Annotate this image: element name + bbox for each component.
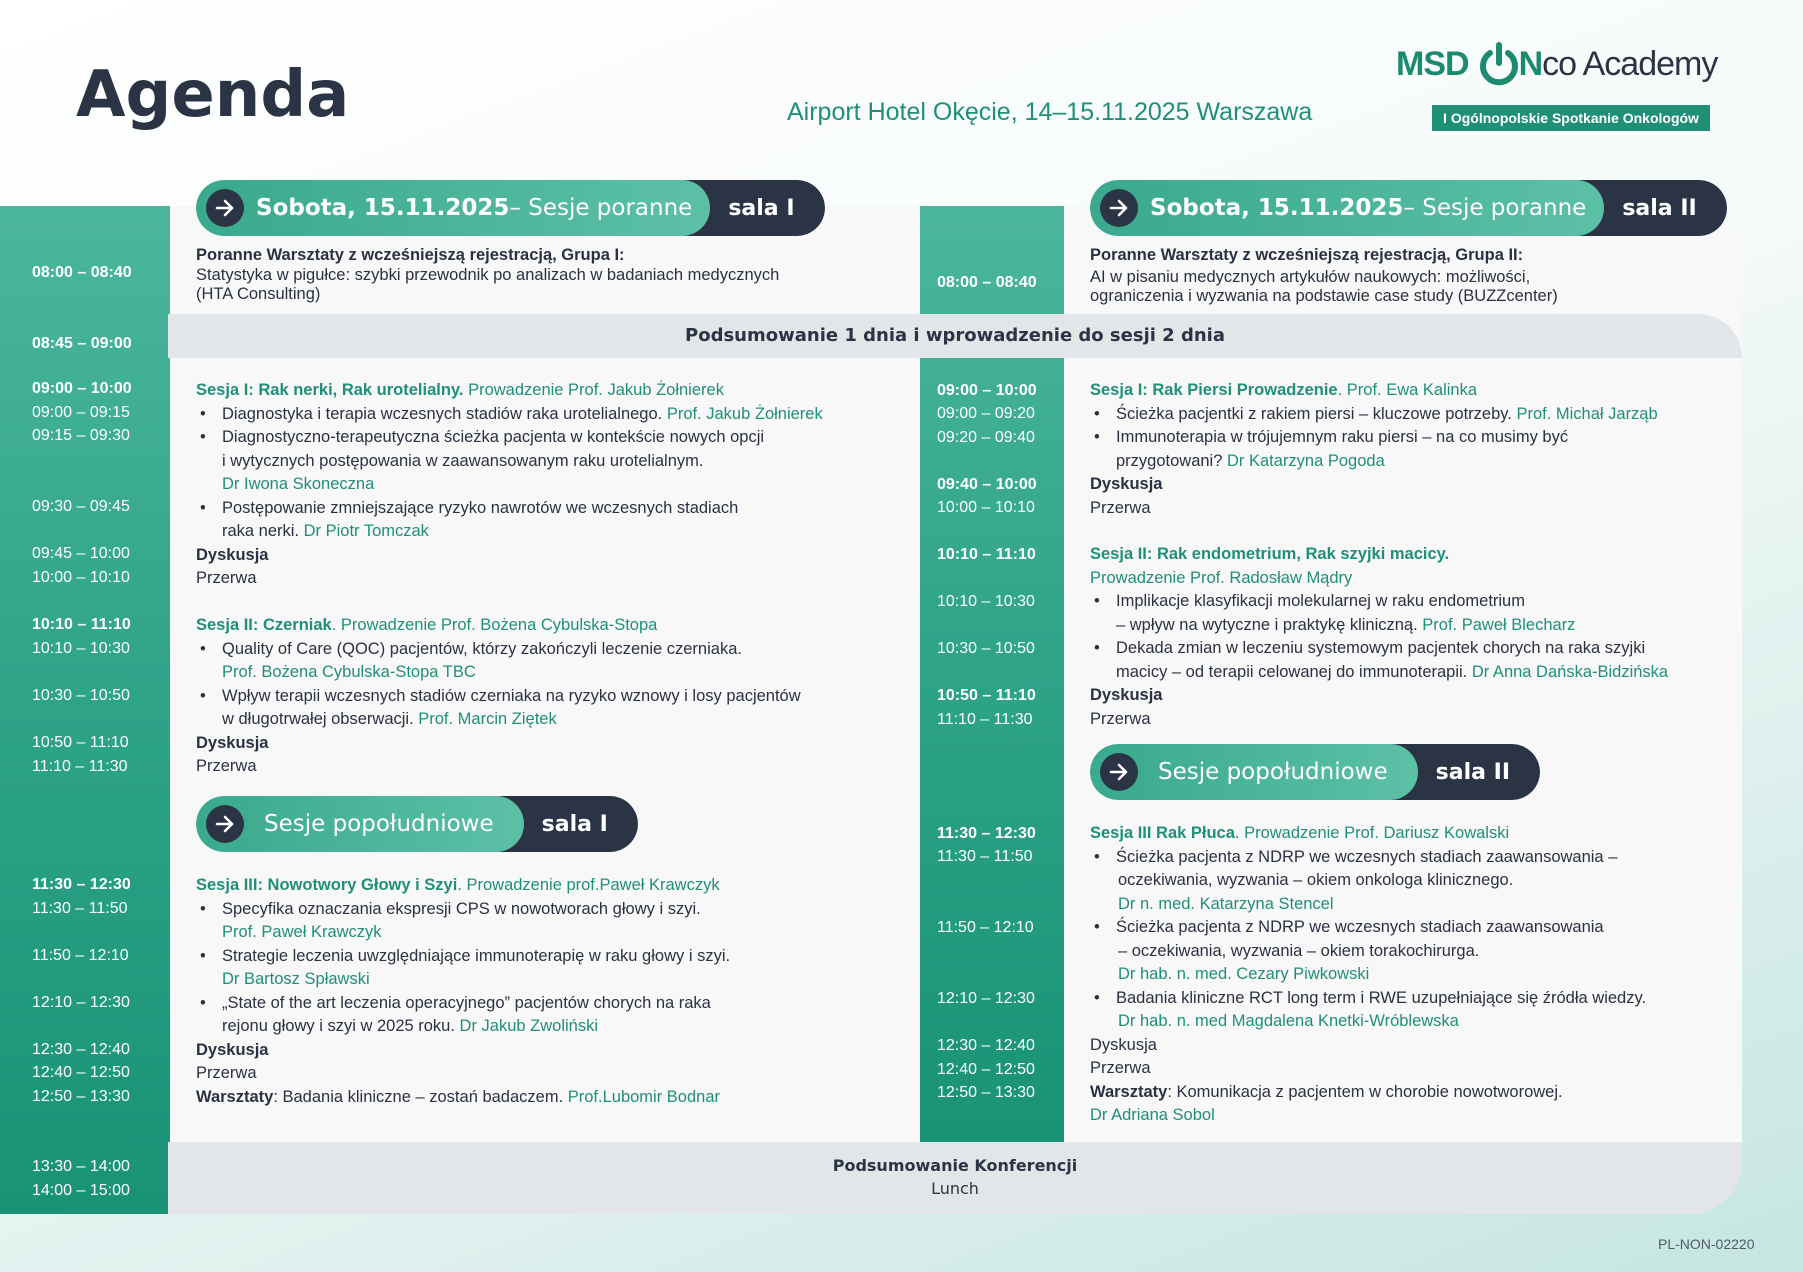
pill-date: Sobota, 15.11.2025 — [256, 195, 510, 221]
pill-room: sala I — [680, 180, 824, 236]
discussion-label: Dyskusja — [196, 733, 269, 752]
list-item: • Ścieżka pacjenta z NDRP we wczesnych stadiach zaawansowania – — [1090, 846, 1646, 870]
right-session-2: Sesja II: Rak endometrium, Rak szyjki macicy. Prowadzenie Prof. Radosław Mądry • Implikacje klasyfikacji molekularnej w raku endometrium – wpływ na wytyczne i praktykę kliniczną. Prof. Paweł Blecharz • Dekada zmian w leczeniu systemowym pacjentek chorych na raka szyjki macicy – od terapii celowanej do immunoterapii. Dr Anna Dańska-Bidzińska Dyskusja Przerwa — [1090, 543, 1668, 731]
pill-afternoon-sala1 — [196, 796, 638, 852]
list-item: • Wpływ terapii wczesnych stadiów czerniaka na ryzyko wznowy i losy pacjentów — [196, 685, 801, 709]
conference-summary-band — [168, 1142, 1742, 1214]
time-label: 10:00 – 10:10 — [937, 499, 1035, 516]
workshop-line: AI w pisaniu medycznych artykułów naukowych: możliwości, — [1090, 268, 1531, 286]
arrow-right-icon — [206, 189, 244, 227]
pill-room: sala I — [494, 796, 638, 852]
list-item: • Specyfika oznaczania ekspresji CPS w nowotworach głowy i szyi. — [196, 898, 730, 922]
session-title: Sesja II: Rak endometrium, Rak szyjki macicy. — [1090, 545, 1450, 563]
time-label: 09:00 – 10:00 — [937, 382, 1037, 399]
list-item: • Dekada zmian w leczeniu systemowym pacjentek chorych na raka szyjki — [1090, 637, 1668, 661]
list-item: • Badania kliniczne RCT long term i RWE uzupełniające się źródła wiedzy. — [1090, 987, 1646, 1011]
list-item: • „State of the art leczenia operacyjnego” pacjentów chorych na raka — [196, 992, 730, 1016]
list-item: • Ścieżka pacjentki z rakiem piersi – kluczowe potrzeby. Prof. Michał Jarząb — [1090, 403, 1658, 427]
time-label: 09:00 – 09:15 — [32, 404, 130, 421]
time-label: 14:00 – 15:00 — [32, 1182, 130, 1199]
time-label: 10:10 – 11:10 — [32, 616, 131, 633]
workshop-line: Statystyka w pigułce: szybki przewodnik po analizach w badaniach medycznych — [196, 266, 780, 284]
time-label: 12:10 – 12:30 — [32, 994, 130, 1011]
list-item: • Strategie leczenia uwzględniające immunoterapię w raku głowy i szyi. — [196, 945, 730, 969]
logo-n: N — [1518, 44, 1543, 83]
pill-date: Sobota, 15.11.2025 — [1150, 195, 1404, 221]
document-code: PL-NON-02220 — [1658, 1236, 1755, 1252]
pill-room: sala II — [1388, 744, 1540, 800]
time-label: 11:30 – 11:50 — [32, 900, 128, 917]
left-session-2: Sesja II: Czerniak. Prowadzenie Prof. Bożena Cybulska-Stopa • Quality of Care (QOC) pacjentów, którzy zakończyli leczenie czerniaka. Prof. Bożena Cybulska-Stopa TBC • Wpływ terapii wczesnych stadiów czerniaka na ryzyko wznowy i losy pacjentów w długotrwałej obserwacji. Prof. Marcin Ziętek Dyskusja Przerwa — [196, 614, 801, 779]
session-chair: Prowadzenie Prof. Radosław Mądry — [1090, 568, 1353, 587]
time-label: 12:40 – 12:50 — [937, 1061, 1035, 1078]
time-label: 09:40 – 10:00 — [937, 476, 1037, 493]
time-label: 08:00 – 08:40 — [937, 274, 1037, 291]
time-label: 11:50 – 12:10 — [937, 919, 1034, 936]
left-session-1: Sesja I: Rak nerki, Rak urotelialny. Prowadzenie Prof. Jakub Żołnierek • Diagnostyka i terapia wczesnych stadiów raka urotelialnego. Prof. Jakub Żołnierek • Diagnostyczno-terapeutyczna ścieżka pacjenta w kontekście nowych opcji i wytycznych postępowania w zaawansowanym raku urotelialnym. Dr Iwona Skoneczna • Postępowanie zmniejszające ryzyko nawrotów we wczesnych stadiach raka nerki. Dr Piotr Tomczak Dyskusja Przerwa — [196, 379, 823, 591]
list-item: • Ścieżka pacjenta z NDRP we wczesnych stadiach zaawansowania — [1090, 916, 1646, 940]
session-chair: . Prowadzenie prof.Paweł Krawczyk — [457, 876, 720, 894]
left-session-3: Sesja III: Nowotwory Głowy i Szyi. Prowadzenie prof.Paweł Krawczyk • Specyfika oznaczania ekspresji CPS w nowotworach głowy i szyi. Prof. Paweł Krawczyk • Strategie leczenia uwzględniające immunoterapię w raku głowy i szyi. Dr Bartosz Spławski • „State of the art leczenia operacyjnego” pacjentów chorych na raka rejonu głowy i szyi w 2025 roku. Dr Jakub Zwoliński Dyskusja Przerwa Warsztaty: Badania kliniczne – zostań badaczem. Prof.Lubomir Bodnar — [196, 874, 730, 1109]
logo-subtitle: I Ogólnopolskie Spotkanie Onkologów — [1432, 105, 1710, 131]
time-label: 09:00 – 09:20 — [937, 405, 1035, 422]
session-title: Sesja III Rak Płuca — [1090, 824, 1235, 842]
time-label: 12:30 – 12:40 — [32, 1041, 130, 1058]
break-label: Przerwa — [1090, 709, 1151, 728]
discussion-label: Dyskusja — [1090, 686, 1163, 704]
list-item: • Diagnostyka i terapia wczesnych stadiów raka urotelialnego. Prof. Jakub Żołnierek — [196, 403, 823, 427]
pill-morning-sala1 — [196, 180, 825, 236]
session-chair: . Prowadzenie Prof. Dariusz Kowalski — [1234, 824, 1510, 842]
summary-band-day1 — [168, 314, 1742, 358]
workshop-line: (HTA Consulting) — [196, 285, 321, 303]
time-label: 11:10 – 11:30 — [937, 711, 1033, 728]
session-title: Sesja I: Rak nerki, Rak urotelialny. — [196, 381, 464, 399]
session-title: Sesja I: Rak Piersi Prowadzenie — [1090, 381, 1338, 399]
pill-session: – Sesje poranne — [509, 195, 693, 221]
pill-session: – Sesje poranne — [1403, 195, 1587, 221]
time-label: 12:40 – 12:50 — [32, 1064, 130, 1081]
list-item: • Diagnostyczno-terapeutyczna ścieżka pacjenta w kontekście nowych opcji — [196, 426, 823, 450]
lunch-text: Lunch — [931, 1179, 979, 1198]
venue-text: Airport Hotel Okęcie, 14–15.11.2025 Warszawa — [787, 98, 1313, 126]
workshop-line: ograniczenia i wyzwania na podstawie case study (BUZZcenter) — [1090, 287, 1558, 305]
time-label: 12:50 – 13:30 — [937, 1084, 1035, 1101]
break-label: Przerwa — [1090, 498, 1151, 517]
arrow-right-icon — [1100, 189, 1138, 227]
list-item: • Implikacje klasyfikacji molekularnej w raku endometrium — [1090, 590, 1668, 614]
pill-afternoon-sala2 — [1090, 744, 1540, 800]
time-label: 10:10 – 11:10 — [937, 546, 1036, 563]
session-chair: Prowadzenie Prof. Jakub Żołnierek — [463, 381, 724, 399]
workshop-title: Poranne Warsztaty z wcześniejszą rejestracją, Grupa I: — [196, 246, 625, 264]
time-label: 12:50 – 13:30 — [32, 1088, 130, 1105]
list-item: • Quality of Care (QOC) pacjentów, którzy zakończyli leczenie czerniaka. — [196, 638, 801, 662]
right-session-3: Sesja III Rak Płuca. Prowadzenie Prof. Dariusz Kowalski • Ścieżka pacjenta z NDRP we wczesnych stadiach zaawansowania – oczekiwania, wyzwania – okiem onkologa klinicznego. Dr n. med. Katarzyna Stencel • Ścieżka pacjenta z NDRP we wczesnych stadiach zaawansowania – oczekiwania, wyzwania – okiem torakochirurga. Dr hab. n. med. Cezary Piwkowski • Badania kliniczne RCT long term i RWE uzupełniające się źródła wiedzy. Dr hab. n. med Magdalena Knetki-Wróblewska Dyskusja Przerwa Warsztaty: Komunikacja z pacjentem w chorobie nowotworowej. Dr Adriana Sobol — [1090, 822, 1646, 1128]
pill-label: Sesje popołudniowe — [264, 811, 494, 837]
time-label: 12:30 – 12:40 — [937, 1037, 1035, 1054]
time-label: 11:30 – 11:50 — [937, 848, 1033, 865]
time-label: 11:50 – 12:10 — [32, 947, 129, 964]
time-label: 10:50 – 11:10 — [32, 734, 129, 751]
session-title: Sesja III: Nowotwory Głowy i Szyi — [196, 876, 458, 894]
time-label: 12:10 – 12:30 — [937, 990, 1035, 1007]
right-session-1: Sesja I: Rak Piersi Prowadzenie. Prof. Ewa Kalinka • Ścieżka pacjentki z rakiem piersi – kluczowe potrzeby. Prof. Michał Jarząb • Immunoterapia w trójujemnym raku piersi – na co musimy być przygotowani? Dr Katarzyna Pogoda Dyskusja Przerwa — [1090, 379, 1658, 520]
discussion-label: Dyskusja — [1090, 475, 1163, 493]
time-label: 13:30 – 14:00 — [32, 1158, 130, 1175]
time-label: 09:20 – 09:40 — [937, 429, 1035, 446]
time-label: 09:45 – 10:00 — [32, 545, 130, 562]
right-workshop — [1090, 245, 1558, 306]
left-workshop — [196, 245, 779, 304]
pill-label: Sesje popołudniowe — [1158, 759, 1388, 785]
break-label: Przerwa — [196, 757, 257, 775]
time-label: 10:00 – 10:10 — [32, 569, 130, 586]
session-chair: . Prof. Ewa Kalinka — [1337, 381, 1478, 399]
break-label: Przerwa — [196, 1064, 257, 1082]
logo — [1396, 38, 1717, 90]
logo-academy: co Academy — [1542, 44, 1718, 83]
page-title: Agenda — [76, 58, 350, 132]
time-label: 10:10 – 10:30 — [937, 593, 1035, 610]
arrow-right-icon — [1100, 753, 1138, 791]
arrow-right-icon — [206, 805, 244, 843]
session-title: Sesja II: Czerniak — [196, 616, 332, 634]
time-label: 10:30 – 10:50 — [32, 687, 130, 704]
session-chair: . Prowadzenie Prof. Bożena Cybulska-Stopa — [331, 616, 658, 634]
time-label: 10:10 – 10:30 — [32, 640, 130, 657]
time-label: 09:30 – 09:45 — [32, 498, 130, 515]
list-item: • Immunoterapia w trójujemnym raku piersi – na co musimy być — [1090, 426, 1658, 450]
time-label: 09:15 – 09:30 — [32, 427, 130, 444]
time-label: 11:30 – 12:30 — [937, 825, 1036, 842]
time-label: 08:00 – 08:40 — [32, 264, 132, 281]
summary-day1-text: Podsumowanie 1 dnia i wprowadzenie do sesji 2 dnia — [685, 325, 1225, 346]
time-label: 10:50 – 11:10 — [937, 687, 1036, 704]
power-icon — [1479, 41, 1519, 87]
time-label: 11:30 – 12:30 — [32, 876, 131, 893]
pill-room: sala II — [1574, 180, 1726, 236]
time-label: 11:10 – 11:30 — [32, 758, 128, 775]
time-label: 08:45 – 09:00 — [32, 335, 132, 352]
time-column-left — [0, 206, 170, 1214]
break-label: Przerwa — [196, 569, 257, 587]
list-item: • Postępowanie zmniejszające ryzyko nawrotów we wczesnych stadiach — [196, 497, 823, 521]
discussion-label: Dyskusja — [1090, 1035, 1157, 1054]
pill-morning-sala2 — [1090, 180, 1727, 236]
discussion-label: Dyskusja — [196, 1040, 269, 1059]
conf-summary-text: Podsumowanie Konferencji — [832, 1156, 1078, 1175]
break-label: Przerwa — [1090, 1059, 1151, 1077]
workshop-title: Poranne Warsztaty z wcześniejszą rejestracją, Grupa II: — [1090, 246, 1524, 264]
time-label: 09:00 – 10:00 — [32, 380, 132, 397]
time-label: 10:30 – 10:50 — [937, 640, 1035, 657]
logo-msd: MSD — [1396, 44, 1469, 83]
discussion-label: Dyskusja — [196, 545, 269, 564]
